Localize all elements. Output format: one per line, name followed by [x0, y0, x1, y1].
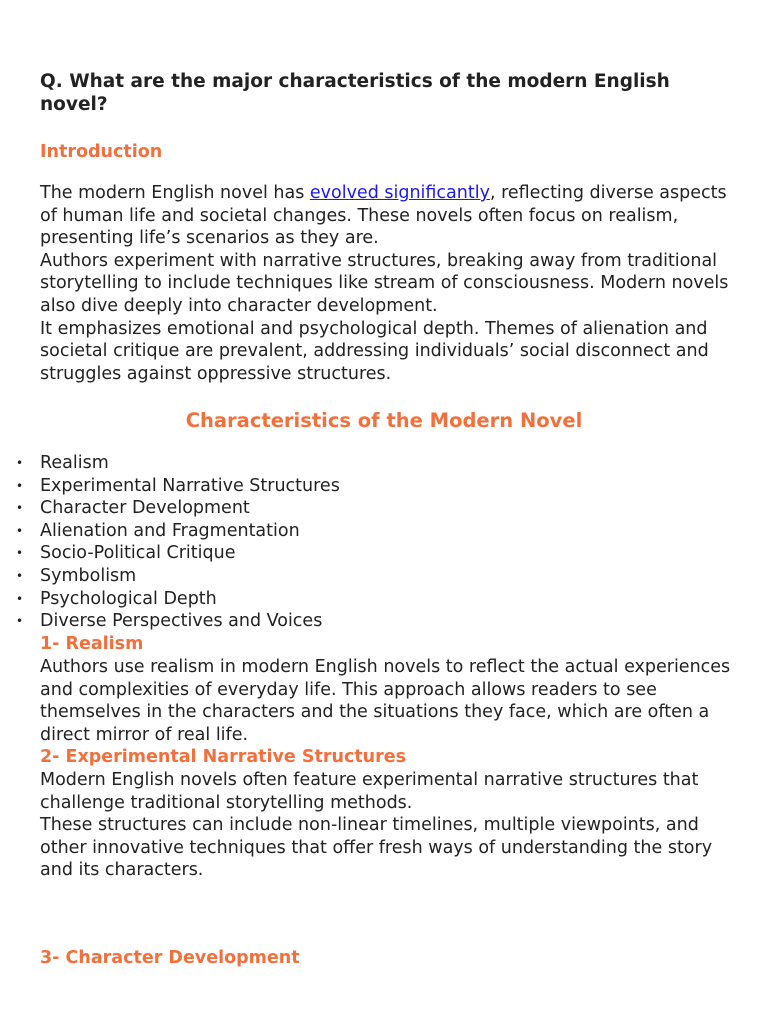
list-item [16, 610, 340, 633]
intro-paragraph-3: It emphasizes emotional and psychological depth. Themes of alienation and societal critique are prevalent, addressing individuals’ social disconnect and struggles against oppressive structures. [40, 318, 709, 384]
bullet-icon: • [16, 614, 24, 629]
list-item-label: Diverse Perspectives and Voices [40, 611, 323, 632]
intro-paragraph-2: Authors experiment with narrative structures, breaking away from traditional storytelling to include techniques like stream of consciousness. Modern novels also dive deeply into character development. [40, 250, 729, 316]
section-paragraph: These structures can include non-linear timelines, multiple viewpoints, and other innovative techniques that offer fresh ways of understanding the story and its characters. [40, 815, 713, 881]
list-item-label: Experimental Narrative Structures [40, 475, 340, 496]
list-item [16, 475, 340, 498]
intro-p1-text-before: The modern English novel has [40, 183, 310, 203]
list-item-label: Psychological Depth [40, 588, 217, 609]
bullet-icon: • [16, 591, 24, 606]
section-heading: 2- Experimental Narrative Structures [40, 747, 407, 767]
bullet-icon: • [16, 501, 24, 516]
intro-paragraph-1 [40, 182, 740, 250]
section-paragraph: Modern English novels often feature experimental narrative structures that challenge traditional storytelling methods. [40, 770, 699, 813]
list-item [16, 520, 340, 543]
list-item-label: Character Development [40, 498, 250, 519]
section-heading: 1- Realism [40, 634, 144, 654]
bullet-icon: • [16, 523, 24, 538]
bullet-icon: • [16, 456, 24, 470]
bullet-icon: • [16, 568, 24, 583]
intro-p1-text-after: , reflecting diverse aspects of human life and societal changes. These novels often focus on realism, presenting life’s scenarios as they are. [40, 183, 727, 249]
evolved-significantly-link[interactable]: evolved significantly [309, 183, 490, 203]
list-item-label: Realism [40, 453, 109, 473]
bullet-icon: • [16, 478, 24, 493]
characteristics-title: Characteristics of the Modern Novel [185, 409, 583, 432]
section-paragraph: Authors use realism in modern English novels to reflect the actual experiences and complexities of everyday life. This approach allows readers to see themselves in the characters and the situations they face, which are often a direct mirror of real life. [40, 657, 731, 745]
list-item [16, 452, 340, 475]
question-title: Q. What are the major characteristics of the modern English novel? [40, 71, 670, 115]
list-item-label: Socio-Political Critique [40, 543, 236, 564]
introduction-heading: Introduction [40, 142, 163, 162]
introduction-body [40, 182, 740, 385]
characteristics-list [16, 452, 340, 633]
section-heading-character-development: 3- Character Development [40, 948, 300, 968]
list-item [16, 497, 340, 520]
bullet-icon: • [16, 546, 24, 561]
list-item-label: Symbolism [40, 565, 137, 586]
list-item [16, 588, 340, 611]
list-item [16, 542, 340, 565]
list-item-label: Alienation and Fragmentation [40, 520, 300, 541]
list-item [16, 565, 340, 588]
section-realism [40, 633, 740, 746]
section-experimental-narrative [40, 746, 740, 882]
